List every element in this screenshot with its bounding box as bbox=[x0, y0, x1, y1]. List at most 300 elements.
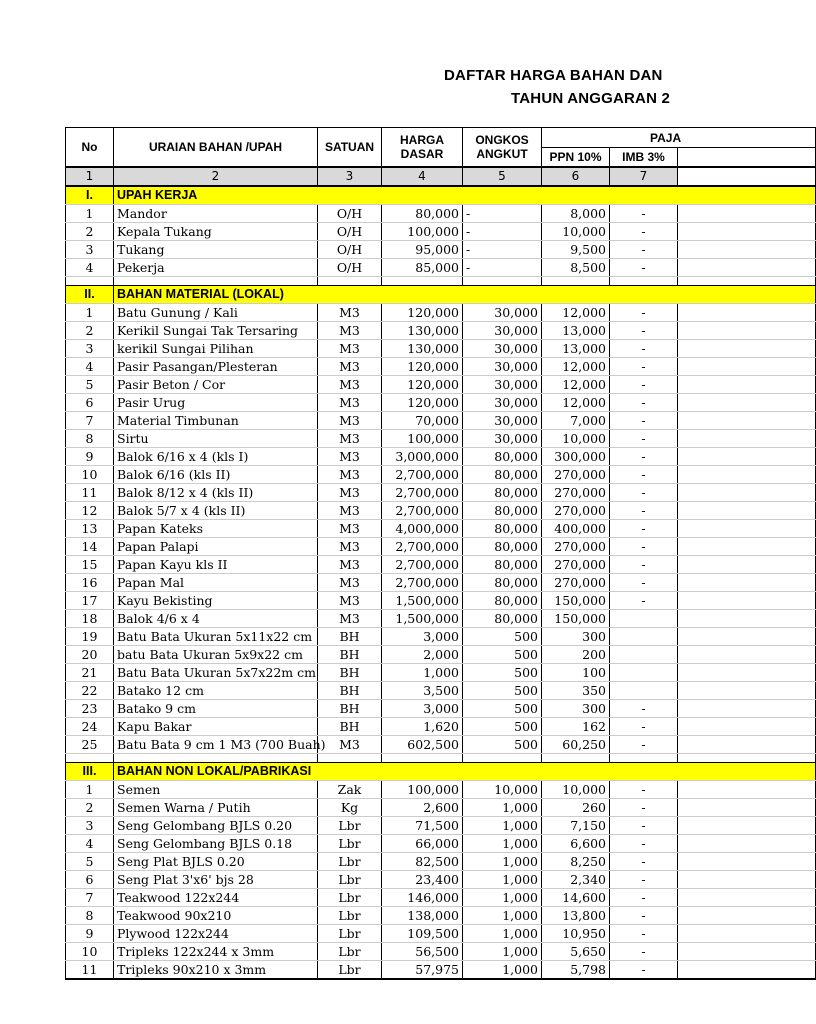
table-cell[interactable]: - bbox=[610, 340, 678, 358]
table-cell[interactable]: Material Timbunan bbox=[114, 412, 318, 430]
table-cell[interactable]: M3 bbox=[318, 304, 382, 322]
table-cell[interactable]: 13 bbox=[66, 520, 114, 538]
table-cell[interactable] bbox=[610, 664, 678, 682]
table-cell[interactable]: 1,000 bbox=[463, 799, 542, 817]
table-cell[interactable]: 10 bbox=[66, 466, 114, 484]
table-cell[interactable]: 200 bbox=[542, 646, 610, 664]
table-cell[interactable]: 500 bbox=[463, 682, 542, 700]
table-cell-blank[interactable] bbox=[678, 205, 816, 223]
table-cell[interactable]: 66,000 bbox=[382, 835, 463, 853]
table-cell[interactable]: 10,000 bbox=[542, 781, 610, 799]
table-cell[interactable]: M3 bbox=[318, 556, 382, 574]
table-cell[interactable]: Seng Gelombang BJLS 0.18 bbox=[114, 835, 318, 853]
table-cell[interactable]: 109,500 bbox=[382, 925, 463, 943]
table-cell-blank[interactable] bbox=[678, 907, 816, 925]
table-cell[interactable]: 11 bbox=[66, 484, 114, 502]
table-cell[interactable]: 138,000 bbox=[382, 907, 463, 925]
table-cell[interactable]: 70,000 bbox=[382, 412, 463, 430]
table-cell[interactable]: - bbox=[610, 556, 678, 574]
table-cell[interactable]: 24 bbox=[66, 718, 114, 736]
table-cell[interactable]: 4 bbox=[66, 259, 114, 277]
table-cell[interactable] bbox=[610, 646, 678, 664]
table-cell[interactable]: 30,000 bbox=[463, 358, 542, 376]
table-cell[interactable]: 120,000 bbox=[382, 394, 463, 412]
table-cell[interactable]: 1,000 bbox=[463, 817, 542, 835]
table-cell[interactable]: Batako 12 cm bbox=[114, 682, 318, 700]
table-cell[interactable]: - bbox=[463, 241, 542, 259]
table-cell[interactable]: 2,700,000 bbox=[382, 466, 463, 484]
table-cell[interactable]: 500 bbox=[463, 628, 542, 646]
table-cell[interactable]: Balok 6/16 (kls II) bbox=[114, 466, 318, 484]
table-cell[interactable]: 260 bbox=[542, 799, 610, 817]
table-cell[interactable]: - bbox=[610, 394, 678, 412]
table-cell-blank[interactable] bbox=[678, 304, 816, 322]
table-cell-blank[interactable] bbox=[678, 538, 816, 556]
table-cell[interactable]: - bbox=[610, 538, 678, 556]
table-cell[interactable]: 12 bbox=[66, 502, 114, 520]
table-cell-blank[interactable] bbox=[678, 925, 816, 943]
table-cell[interactable]: 71,500 bbox=[382, 817, 463, 835]
table-cell[interactable] bbox=[610, 628, 678, 646]
table-cell[interactable]: Seng Gelombang BJLS 0.20 bbox=[114, 817, 318, 835]
table-cell[interactable]: 500 bbox=[463, 700, 542, 718]
table-cell[interactable]: BH bbox=[318, 700, 382, 718]
table-cell[interactable]: 4,000,000 bbox=[382, 520, 463, 538]
table-cell[interactable]: M3 bbox=[318, 520, 382, 538]
table-cell[interactable] bbox=[610, 682, 678, 700]
table-cell[interactable]: 80,000 bbox=[463, 574, 542, 592]
table-cell[interactable]: Balok 4/6 x 4 bbox=[114, 610, 318, 628]
table-cell[interactable]: 1,000 bbox=[463, 889, 542, 907]
table-cell-blank[interactable] bbox=[678, 943, 816, 961]
table-cell[interactable]: 500 bbox=[463, 736, 542, 754]
table-cell[interactable]: BH bbox=[318, 718, 382, 736]
table-cell[interactable]: - bbox=[610, 358, 678, 376]
table-cell[interactable]: 100,000 bbox=[382, 430, 463, 448]
table-cell[interactable]: Lbr bbox=[318, 961, 382, 980]
table-cell[interactable]: 7,150 bbox=[542, 817, 610, 835]
table-cell[interactable]: - bbox=[610, 817, 678, 835]
table-cell[interactable]: 2 bbox=[66, 799, 114, 817]
table-cell[interactable]: 150,000 bbox=[542, 610, 610, 628]
table-cell[interactable]: M3 bbox=[318, 322, 382, 340]
table-cell[interactable]: O/H bbox=[318, 241, 382, 259]
table-cell-blank[interactable] bbox=[678, 592, 816, 610]
table-cell[interactable]: 16 bbox=[66, 574, 114, 592]
table-cell[interactable]: 1,000 bbox=[463, 853, 542, 871]
table-cell[interactable]: - bbox=[610, 943, 678, 961]
table-cell[interactable]: Semen Warna / Putih bbox=[114, 799, 318, 817]
table-cell[interactable]: 1,000 bbox=[463, 925, 542, 943]
table-cell[interactable]: Batu Bata Ukuran 5x11x22 cm bbox=[114, 628, 318, 646]
table-cell[interactable]: Lbr bbox=[318, 925, 382, 943]
table-cell[interactable]: 100 bbox=[542, 664, 610, 682]
table-cell[interactable]: 19 bbox=[66, 628, 114, 646]
table-cell[interactable]: 9 bbox=[66, 925, 114, 943]
table-cell[interactable]: Pasir Beton / Cor bbox=[114, 376, 318, 394]
table-cell[interactable]: 2,600 bbox=[382, 799, 463, 817]
table-cell[interactable]: - bbox=[610, 961, 678, 980]
table-cell[interactable] bbox=[610, 610, 678, 628]
table-cell[interactable]: 500 bbox=[463, 646, 542, 664]
table-cell[interactable]: 80,000 bbox=[463, 502, 542, 520]
table-cell[interactable]: 18 bbox=[66, 610, 114, 628]
table-cell[interactable]: 25 bbox=[66, 736, 114, 754]
table-cell[interactable]: O/H bbox=[318, 205, 382, 223]
table-cell[interactable]: Lbr bbox=[318, 889, 382, 907]
table-cell-blank[interactable] bbox=[678, 817, 816, 835]
table-cell[interactable]: Kapu Bakar bbox=[114, 718, 318, 736]
table-cell[interactable]: 22 bbox=[66, 682, 114, 700]
table-cell[interactable]: 57,975 bbox=[382, 961, 463, 980]
table-cell[interactable]: 12,000 bbox=[542, 394, 610, 412]
table-cell[interactable]: Balok 8/12 x 4 (kls II) bbox=[114, 484, 318, 502]
table-cell[interactable]: 23,400 bbox=[382, 871, 463, 889]
table-cell[interactable]: - bbox=[610, 322, 678, 340]
table-cell[interactable]: Pekerja bbox=[114, 259, 318, 277]
table-cell-blank[interactable] bbox=[678, 610, 816, 628]
table-cell[interactable]: 100,000 bbox=[382, 781, 463, 799]
table-cell-blank[interactable] bbox=[678, 889, 816, 907]
table-cell[interactable]: 300 bbox=[542, 700, 610, 718]
table-cell[interactable]: 130,000 bbox=[382, 322, 463, 340]
table-cell[interactable]: - bbox=[610, 241, 678, 259]
table-cell[interactable]: - bbox=[610, 466, 678, 484]
table-cell[interactable]: 2 bbox=[66, 223, 114, 241]
table-cell-blank[interactable] bbox=[678, 520, 816, 538]
table-cell[interactable]: 2,700,000 bbox=[382, 574, 463, 592]
table-cell[interactable]: M3 bbox=[318, 484, 382, 502]
table-cell[interactable]: BH bbox=[318, 664, 382, 682]
table-cell[interactable]: 12,000 bbox=[542, 304, 610, 322]
table-cell-blank[interactable] bbox=[678, 322, 816, 340]
table-cell[interactable]: Kerikil Sungai Tak Tersaring bbox=[114, 322, 318, 340]
table-cell[interactable]: Batu Bata Ukuran 5x7x22m cm bbox=[114, 664, 318, 682]
table-cell-blank[interactable] bbox=[678, 394, 816, 412]
table-cell[interactable]: 15 bbox=[66, 556, 114, 574]
table-cell-blank[interactable] bbox=[678, 223, 816, 241]
table-cell-blank[interactable] bbox=[678, 718, 816, 736]
table-cell[interactable]: 60,250 bbox=[542, 736, 610, 754]
table-cell-blank[interactable] bbox=[678, 502, 816, 520]
table-cell[interactable]: Papan Mal bbox=[114, 574, 318, 592]
table-cell[interactable]: 1,000 bbox=[463, 907, 542, 925]
table-cell[interactable]: 80,000 bbox=[382, 205, 463, 223]
table-cell[interactable]: 1,000 bbox=[463, 835, 542, 853]
table-cell[interactable]: 9 bbox=[66, 448, 114, 466]
table-cell[interactable]: 80,000 bbox=[463, 484, 542, 502]
table-cell[interactable]: 1,000 bbox=[463, 961, 542, 980]
table-cell[interactable]: 80,000 bbox=[463, 610, 542, 628]
table-cell[interactable]: 7,000 bbox=[542, 412, 610, 430]
table-cell[interactable]: Batu Bata 9 cm 1 M3 (700 Buah) bbox=[114, 736, 318, 754]
table-cell[interactable]: 3 bbox=[66, 340, 114, 358]
table-cell[interactable]: 1 bbox=[66, 781, 114, 799]
table-cell[interactable]: M3 bbox=[318, 376, 382, 394]
table-cell[interactable]: Lbr bbox=[318, 907, 382, 925]
table-cell[interactable]: - bbox=[610, 889, 678, 907]
table-cell[interactable]: 100,000 bbox=[382, 223, 463, 241]
table-cell[interactable]: 30,000 bbox=[463, 376, 542, 394]
table-cell[interactable]: 10 bbox=[66, 943, 114, 961]
table-cell[interactable]: Seng Plat BJLS 0.20 bbox=[114, 853, 318, 871]
table-cell[interactable]: - bbox=[610, 718, 678, 736]
table-cell[interactable]: 1 bbox=[66, 205, 114, 223]
table-cell[interactable]: 1,500,000 bbox=[382, 592, 463, 610]
table-cell[interactable]: 120,000 bbox=[382, 304, 463, 322]
table-cell[interactable]: 3,000,000 bbox=[382, 448, 463, 466]
table-cell[interactable]: Balok 6/16 x 4 (kls I) bbox=[114, 448, 318, 466]
table-cell-blank[interactable] bbox=[678, 484, 816, 502]
table-cell[interactable]: 8,500 bbox=[542, 259, 610, 277]
table-cell-blank[interactable] bbox=[678, 646, 816, 664]
table-cell[interactable]: 162 bbox=[542, 718, 610, 736]
table-cell[interactable]: Seng Plat 3'x6' bjs 28 bbox=[114, 871, 318, 889]
table-cell[interactable]: 8 bbox=[66, 907, 114, 925]
table-cell[interactable]: 2,340 bbox=[542, 871, 610, 889]
table-cell[interactable]: - bbox=[610, 574, 678, 592]
table-cell[interactable]: Tripleks 90x210 x 3mm bbox=[114, 961, 318, 980]
table-cell[interactable]: 1,620 bbox=[382, 718, 463, 736]
table-cell[interactable]: M3 bbox=[318, 466, 382, 484]
table-cell[interactable]: 5,650 bbox=[542, 943, 610, 961]
table-cell[interactable]: Mandor bbox=[114, 205, 318, 223]
table-cell[interactable]: 130,000 bbox=[382, 340, 463, 358]
table-cell[interactable]: 14,600 bbox=[542, 889, 610, 907]
table-cell[interactable]: 270,000 bbox=[542, 466, 610, 484]
table-cell[interactable]: 1,000 bbox=[382, 664, 463, 682]
table-cell[interactable]: 602,500 bbox=[382, 736, 463, 754]
table-cell-blank[interactable] bbox=[678, 835, 816, 853]
table-cell[interactable]: 3 bbox=[66, 817, 114, 835]
table-cell[interactable]: 30,000 bbox=[463, 430, 542, 448]
table-cell[interactable]: 21 bbox=[66, 664, 114, 682]
table-cell[interactable]: Papan Kateks bbox=[114, 520, 318, 538]
table-cell[interactable]: Pasir Urug bbox=[114, 394, 318, 412]
table-cell[interactable]: 9,500 bbox=[542, 241, 610, 259]
table-cell[interactable]: 6 bbox=[66, 871, 114, 889]
table-cell[interactable]: - bbox=[610, 259, 678, 277]
table-cell-blank[interactable] bbox=[678, 799, 816, 817]
table-cell[interactable]: 2,000 bbox=[382, 646, 463, 664]
table-cell[interactable]: - bbox=[610, 781, 678, 799]
table-cell[interactable]: - bbox=[610, 304, 678, 322]
table-cell-blank[interactable] bbox=[678, 700, 816, 718]
table-cell[interactable]: 1 bbox=[66, 304, 114, 322]
table-cell-blank[interactable] bbox=[678, 682, 816, 700]
table-cell[interactable]: 12,000 bbox=[542, 376, 610, 394]
table-cell-blank[interactable] bbox=[678, 358, 816, 376]
table-cell[interactable]: Sirtu bbox=[114, 430, 318, 448]
table-cell-blank[interactable] bbox=[678, 412, 816, 430]
table-cell[interactable]: 3,000 bbox=[382, 700, 463, 718]
table-cell[interactable]: - bbox=[610, 502, 678, 520]
table-cell[interactable]: 3 bbox=[66, 241, 114, 259]
table-cell[interactable]: M3 bbox=[318, 610, 382, 628]
table-cell[interactable]: - bbox=[610, 520, 678, 538]
table-cell[interactable]: 350 bbox=[542, 682, 610, 700]
table-cell[interactable]: - bbox=[610, 448, 678, 466]
table-cell[interactable]: 5 bbox=[66, 376, 114, 394]
table-cell[interactable]: 17 bbox=[66, 592, 114, 610]
table-cell[interactable]: 80,000 bbox=[463, 538, 542, 556]
table-cell[interactable]: 120,000 bbox=[382, 376, 463, 394]
table-cell[interactable]: 1,000 bbox=[463, 871, 542, 889]
table-cell[interactable]: Kg bbox=[318, 799, 382, 817]
table-cell[interactable]: 23 bbox=[66, 700, 114, 718]
table-cell[interactable]: - bbox=[610, 412, 678, 430]
table-cell[interactable]: 500 bbox=[463, 664, 542, 682]
table-cell[interactable]: - bbox=[610, 223, 678, 241]
table-cell[interactable]: batu Bata Ukuran 5x9x22 cm bbox=[114, 646, 318, 664]
table-cell[interactable]: M3 bbox=[318, 430, 382, 448]
table-cell[interactable]: Batako 9 cm bbox=[114, 700, 318, 718]
table-cell[interactable]: M3 bbox=[318, 736, 382, 754]
table-cell[interactable]: 270,000 bbox=[542, 556, 610, 574]
table-cell[interactable]: BH bbox=[318, 682, 382, 700]
table-cell[interactable]: O/H bbox=[318, 223, 382, 241]
table-cell[interactable]: 8,000 bbox=[542, 205, 610, 223]
table-cell-blank[interactable] bbox=[678, 871, 816, 889]
table-cell[interactable]: Lbr bbox=[318, 943, 382, 961]
table-cell[interactable]: - bbox=[610, 484, 678, 502]
table-cell[interactable]: 400,000 bbox=[542, 520, 610, 538]
table-cell[interactable]: 82,500 bbox=[382, 853, 463, 871]
table-cell[interactable]: O/H bbox=[318, 259, 382, 277]
table-cell-blank[interactable] bbox=[678, 853, 816, 871]
table-cell[interactable]: 10,000 bbox=[542, 430, 610, 448]
table-cell[interactable]: 2,700,000 bbox=[382, 484, 463, 502]
table-cell[interactable]: 150,000 bbox=[542, 592, 610, 610]
table-cell[interactable]: 270,000 bbox=[542, 484, 610, 502]
table-cell[interactable]: Lbr bbox=[318, 817, 382, 835]
table-cell[interactable]: 80,000 bbox=[463, 592, 542, 610]
table-cell[interactable]: - bbox=[610, 205, 678, 223]
table-cell[interactable]: M3 bbox=[318, 592, 382, 610]
table-cell[interactable]: 1,000 bbox=[463, 943, 542, 961]
table-cell[interactable]: Plywood 122x244 bbox=[114, 925, 318, 943]
table-cell[interactable]: 270,000 bbox=[542, 538, 610, 556]
table-cell-blank[interactable] bbox=[678, 376, 816, 394]
table-cell[interactable]: M3 bbox=[318, 538, 382, 556]
table-cell[interactable]: 95,000 bbox=[382, 241, 463, 259]
table-cell[interactable]: Kepala Tukang bbox=[114, 223, 318, 241]
table-cell[interactable]: 146,000 bbox=[382, 889, 463, 907]
table-cell[interactable]: Teakwood 122x244 bbox=[114, 889, 318, 907]
table-cell[interactable]: M3 bbox=[318, 448, 382, 466]
table-cell[interactable]: Pasir Pasangan/Plesteran bbox=[114, 358, 318, 376]
table-cell[interactable]: Tripleks 122x244 x 3mm bbox=[114, 943, 318, 961]
table-cell[interactable]: 3,500 bbox=[382, 682, 463, 700]
table-cell[interactable]: 20 bbox=[66, 646, 114, 664]
table-cell[interactable]: 270,000 bbox=[542, 502, 610, 520]
table-cell[interactable]: 80,000 bbox=[463, 448, 542, 466]
table-cell[interactable]: Tukang bbox=[114, 241, 318, 259]
table-cell[interactable]: 30,000 bbox=[463, 340, 542, 358]
table-cell-blank[interactable] bbox=[678, 961, 816, 980]
table-cell[interactable]: 300 bbox=[542, 628, 610, 646]
table-cell[interactable]: - bbox=[610, 907, 678, 925]
table-cell-blank[interactable] bbox=[678, 781, 816, 799]
table-cell[interactable]: 8 bbox=[66, 430, 114, 448]
table-cell[interactable]: Papan Kayu kls II bbox=[114, 556, 318, 574]
table-cell-blank[interactable] bbox=[678, 736, 816, 754]
table-cell[interactable]: Lbr bbox=[318, 835, 382, 853]
table-cell[interactable]: Semen bbox=[114, 781, 318, 799]
table-cell[interactable]: 5 bbox=[66, 853, 114, 871]
table-cell[interactable]: 5,798 bbox=[542, 961, 610, 980]
table-cell[interactable]: 120,000 bbox=[382, 358, 463, 376]
table-cell-blank[interactable] bbox=[678, 259, 816, 277]
table-cell[interactable]: 6,600 bbox=[542, 835, 610, 853]
table-cell[interactable]: M3 bbox=[318, 502, 382, 520]
table-cell[interactable]: - bbox=[610, 925, 678, 943]
table-cell[interactable]: Teakwood 90x210 bbox=[114, 907, 318, 925]
table-cell[interactable]: M3 bbox=[318, 574, 382, 592]
table-cell[interactable]: Kayu Bekisting bbox=[114, 592, 318, 610]
table-cell[interactable]: 4 bbox=[66, 358, 114, 376]
table-cell[interactable]: 10,000 bbox=[463, 781, 542, 799]
table-cell[interactable]: - bbox=[610, 871, 678, 889]
table-cell[interactable]: Zak bbox=[318, 781, 382, 799]
table-cell[interactable]: 2,700,000 bbox=[382, 556, 463, 574]
table-cell[interactable]: 10,950 bbox=[542, 925, 610, 943]
table-cell[interactable]: - bbox=[610, 700, 678, 718]
table-cell[interactable]: 13,000 bbox=[542, 340, 610, 358]
table-cell[interactable]: 80,000 bbox=[463, 556, 542, 574]
table-cell[interactable]: Balok 5/7 x 4 (kls II) bbox=[114, 502, 318, 520]
table-cell-blank[interactable] bbox=[678, 664, 816, 682]
table-cell[interactable]: - bbox=[463, 223, 542, 241]
table-cell[interactable]: 1,500,000 bbox=[382, 610, 463, 628]
table-cell[interactable]: - bbox=[610, 853, 678, 871]
table-cell[interactable]: 2,700,000 bbox=[382, 502, 463, 520]
table-cell[interactable]: BH bbox=[318, 628, 382, 646]
table-cell[interactable]: kerikil Sungai Pilihan bbox=[114, 340, 318, 358]
table-cell[interactable]: 30,000 bbox=[463, 412, 542, 430]
table-cell-blank[interactable] bbox=[678, 556, 816, 574]
table-cell-blank[interactable] bbox=[678, 448, 816, 466]
table-cell[interactable]: Papan Palapi bbox=[114, 538, 318, 556]
table-cell[interactable]: 30,000 bbox=[463, 322, 542, 340]
table-cell[interactable]: 7 bbox=[66, 889, 114, 907]
table-cell[interactable]: 13,000 bbox=[542, 322, 610, 340]
table-cell[interactable]: 10,000 bbox=[542, 223, 610, 241]
table-cell-blank[interactable] bbox=[678, 466, 816, 484]
table-cell[interactable]: 300,000 bbox=[542, 448, 610, 466]
table-cell[interactable]: - bbox=[610, 799, 678, 817]
table-cell[interactable]: 4 bbox=[66, 835, 114, 853]
table-cell[interactable]: Lbr bbox=[318, 871, 382, 889]
table-cell[interactable]: - bbox=[610, 592, 678, 610]
table-cell-blank[interactable] bbox=[678, 574, 816, 592]
table-cell[interactable]: - bbox=[610, 835, 678, 853]
table-cell[interactable]: - bbox=[610, 376, 678, 394]
table-cell[interactable]: 85,000 bbox=[382, 259, 463, 277]
table-cell[interactable]: 8,250 bbox=[542, 853, 610, 871]
table-cell[interactable]: 56,500 bbox=[382, 943, 463, 961]
table-cell-blank[interactable] bbox=[678, 340, 816, 358]
table-cell[interactable]: M3 bbox=[318, 340, 382, 358]
table-cell[interactable]: 30,000 bbox=[463, 394, 542, 412]
table-cell[interactable]: 500 bbox=[463, 718, 542, 736]
table-cell[interactable]: 2,700,000 bbox=[382, 538, 463, 556]
table-cell[interactable]: M3 bbox=[318, 394, 382, 412]
table-cell[interactable]: 3,000 bbox=[382, 628, 463, 646]
table-cell[interactable]: 80,000 bbox=[463, 520, 542, 538]
table-cell-blank[interactable] bbox=[678, 430, 816, 448]
table-cell[interactable]: 270,000 bbox=[542, 574, 610, 592]
